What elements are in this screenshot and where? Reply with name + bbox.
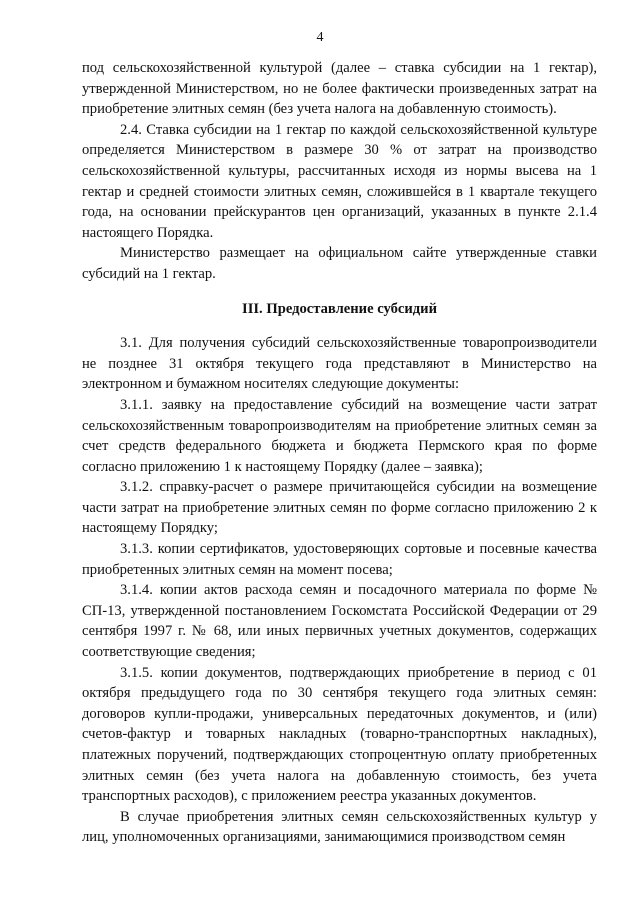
paragraph-3-1-2: 3.1.2. справку-расчет о размере причитающейся субсидии на возмещение части затрат на приобретение элитных семян по форме согласно приложению 2 к настоящему Порядку; <box>82 479 597 537</box>
paragraph-2-4: 2.4. Ставка субсидии на 1 гектар по каждой сельскохозяйственной культуре определяется Министерством в размере 30 % от затрат на производство сельскохозяйственной культуры, рассчитанных исходя из нормы высева на 1 гектар и средней стоимости элитных семян, сложившейся в 1 квартале текущего года, на основании прейскурантов цен организаций, указанных в пункте 2.1.4 настоящего Порядка. <box>82 121 597 241</box>
paragraph-3-1-5: 3.1.5. копии документов, подтверждающих приобретение в период с 01 октября предыдущего года по 30 сентября текущего года элитных семян: договоров купли-продажи, универсальных передаточных документов, и (или) счетов-фактур и товарных накладных (товарно-транспортных накладных), платежных поручений, подтверждающих стопроцентную оплату приобретенных элитных семян (без учета налога на добавленную стоимость, без учета транспортных расходов), с приложением реестра указанных документов. <box>82 664 597 805</box>
paragraph-ministry-publishes: Министерство размещает на официальном сайте утвержденные ставки субсидий на 1 гектар. <box>82 245 597 282</box>
paragraph-in-case-of-purchase: В случае приобретения элитных семян сельскохозяйственных культур у лиц, уполномоченных организациями, занимающимися производством семян <box>82 808 597 846</box>
page-number: 4 <box>316 30 324 45</box>
section-heading: III. Предоставление субсидий <box>242 300 437 317</box>
paragraph-3-1-4: 3.1.4. копии актов расхода семян и посадочного материала по форме № СП-13, утвержденной постановлением Госкомстата Российской Федерации от 29 сентября 1997 г. № 68, или иных первичных учетных документов, содержащих соответствующие сведения; <box>82 582 597 661</box>
paragraph-3-1-1: 3.1.1. заявку на предоставление субсидий на возмещение части затрат сельскохозяйственным товаропроизводителям на приобретение элитных семян за счет средств федерального бюджета и бюджета Пермского края по форме согласно приложению 1 к настоящему Порядку (далее – заявка); <box>82 396 597 475</box>
paragraph-continuation: под сельскохозяйственной культурой (далее – ставка субсидии на 1 гектар), утвержденной Министерством, но не более фактически произведенных затрат на приобретение элитных семян (без учета налога на добавленную стоимость). <box>82 60 597 118</box>
paragraph-3-1: 3.1. Для получения субсидий сельскохозяйственные товаропроизводители не позднее 31 октября текущего года представляют в Министерство на электронном и бумажном носителях следующие документы: <box>82 335 597 393</box>
document-body <box>82 58 597 848</box>
paragraph-3-1-3: 3.1.3. копии сертификатов, удостоверяющих сортовые и посевные качества приобретенных элитных семян на момент посева; <box>82 541 597 578</box>
